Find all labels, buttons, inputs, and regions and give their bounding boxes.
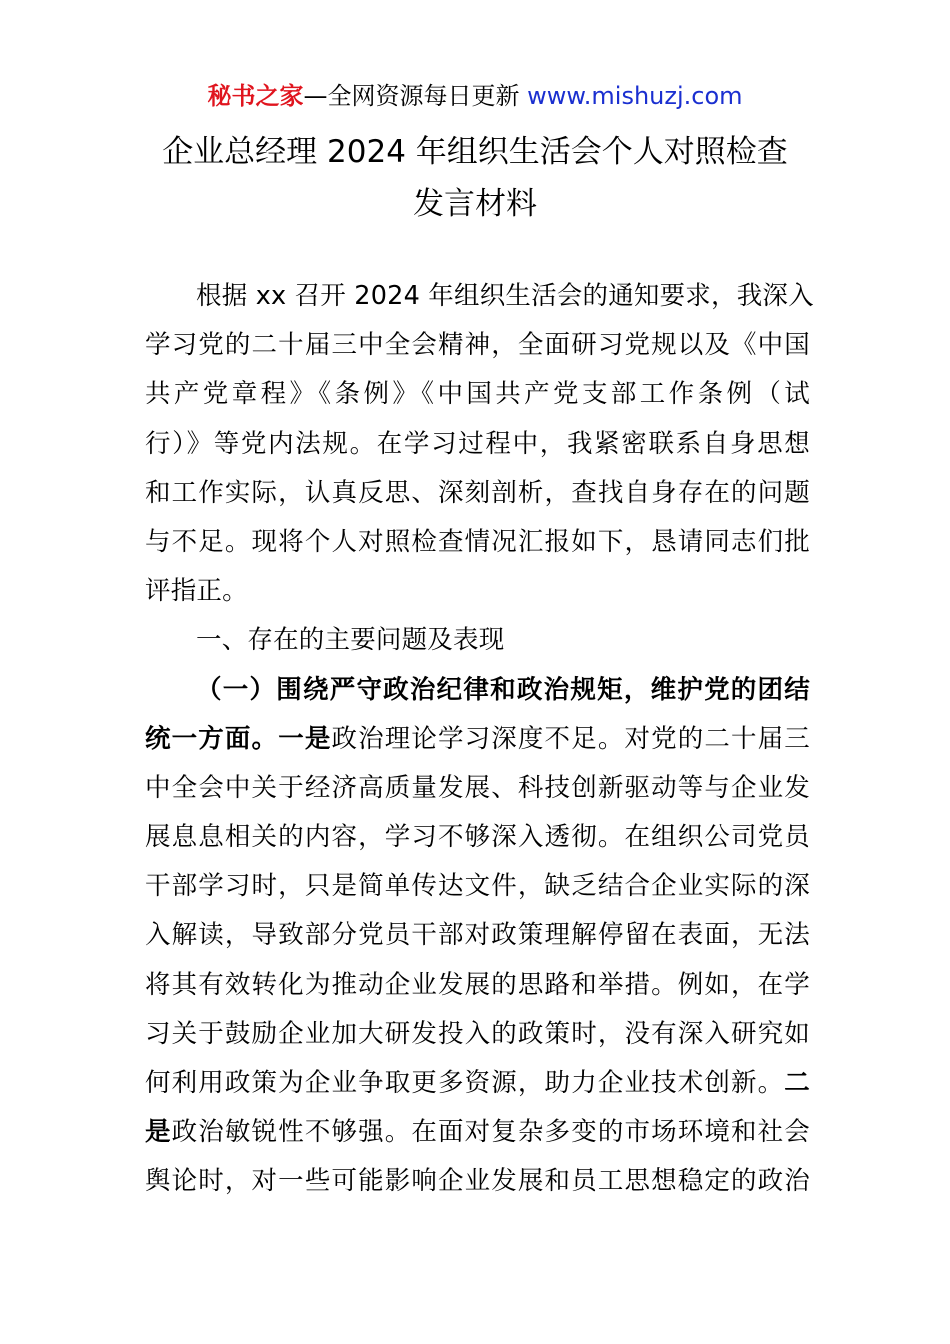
body-line: 评指正。 (145, 576, 248, 607)
point-marker: 二 (784, 1068, 810, 1098)
body-line: 展息息相关的内容，学习不够深入透彻。在组织公司党员 (145, 822, 810, 853)
subsection-heading: （一）围绕严守政治纪律和政治规矩，维护党的团结 (196, 674, 810, 705)
body-line: 习关于鼓励企业加大研发投入的政策时，没有深入研究如 (145, 1018, 810, 1049)
brand-name: 秘书之家 (207, 82, 304, 110)
body-line: 根据 xx 召开 2024 年组织生活会的通知要求，我深入 (196, 281, 814, 311)
body-line: 何利用政策为企业争取更多资源，助力企业技术创新。二 (145, 1068, 810, 1098)
point-marker: 一是 (278, 723, 332, 754)
body-line: 入解读，导致部分党员干部对政策理解停留在表面，无法 (145, 920, 810, 951)
body-line: 行）》等党内法规。在学习过程中，我紧密联系自身思想 (145, 428, 810, 459)
header-tagline: —全网资源每日更新 (303, 82, 528, 110)
title-line-1: 企业总经理 2024 年组织生活会个人对照检查 (162, 134, 788, 170)
subsection-heading-end: 统一方面。 (145, 723, 279, 754)
body-line: 与不足。现将个人对照检查情况汇报如下，恳请同志们批 (145, 526, 810, 557)
body-line: 和工作实际，认真反思、深刻剖析，查找自身存在的问题 (145, 477, 810, 508)
body-line: 学习党的二十届三中全会精神，全面研习党规以及《中国 (145, 330, 810, 361)
body-line: 统一方面。一是政治理论学习深度不足。对党的二十届三 (145, 723, 810, 754)
site-header (0, 78, 950, 114)
body-line: 舆论时，对一些可能影响企业发展和员工思想稳定的政治 (145, 1166, 810, 1197)
document-title (0, 126, 950, 230)
title-line-2: 发言材料 (413, 186, 537, 222)
body-line: 中全会中关于经济高质量发展、科技创新驱动等与企业发 (145, 772, 810, 803)
point-marker: 是 (145, 1117, 172, 1148)
body-line: 是政治敏锐性不够强。在面对复杂多变的市场环境和社会 (145, 1117, 810, 1148)
body-line: 干部学习时，只是简单传达文件，缺乏结合企业实际的深 (145, 871, 810, 902)
body-line: 共产党章程》《条例》《中国共产党支部工作条例（试 (145, 379, 810, 410)
document-body (145, 272, 814, 1207)
site-url[interactable]: www.mishuzj.com (527, 82, 743, 110)
section-heading: 一、存在的主要问题及表现 (196, 625, 505, 656)
body-line: 将其有效转化为推动企业发展的思路和举措。例如，在学 (145, 969, 810, 1000)
